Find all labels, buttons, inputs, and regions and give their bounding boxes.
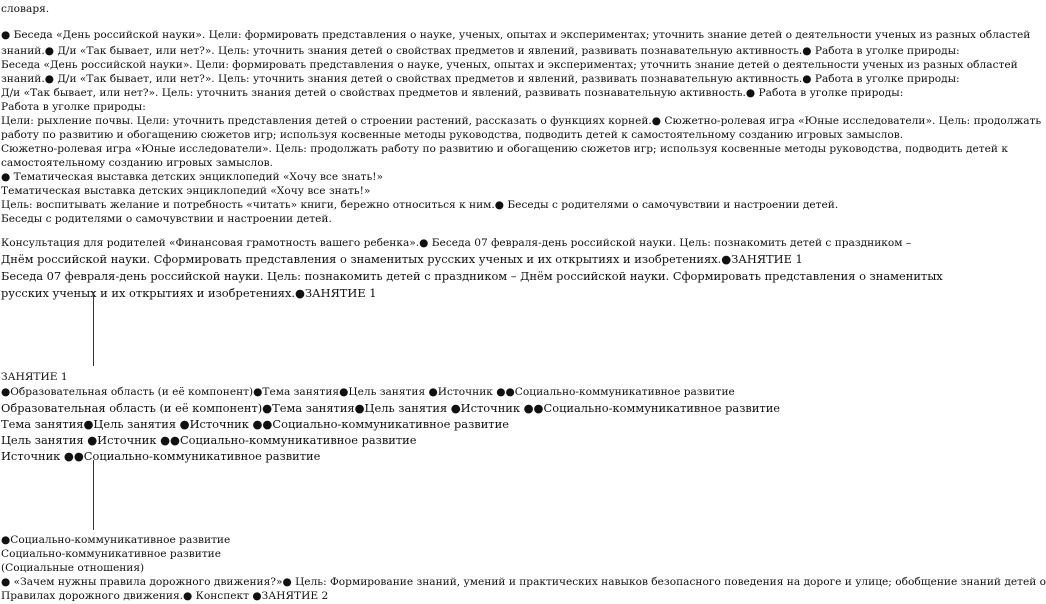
text-line: ●Образовательная область (и её компонент)●Тема занятия●Цель занятия ●Источник ●●Социально-коммуникативное развитие [1, 386, 735, 398]
text-line: Цель занятия ●Источник ●●Социально-коммуникативное развитие [1, 433, 417, 447]
text-line: (Социальные отношения) [1, 562, 145, 574]
text-line: Социально-коммуникативное развитие [1, 548, 222, 560]
text-line: Образовательная область (и её компонент)●Тема занятия●Цель занятия ●Источник ●●Социально-коммуникативное развитие [1, 401, 781, 415]
text-line: Днём российской науки. Сформировать представления о знаменитых русских ученых и их открытиях и изобретениях.●ЗАНЯТИЕ 1 [1, 252, 803, 266]
text-line: Правилах дорожного движения.● Конспект ●ЗАНЯТИЕ 2 [1, 590, 329, 602]
text-line: ● Беседа «День российской науки». Цели: формировать представления о науке, ученых, опытах и экспериментах; уточнить знание детей о деятельности ученых из разных областей [1, 29, 1031, 41]
text-line: Тематическая выставка детских энциклопедий «Хочу все знать!» [1, 185, 371, 197]
text-line: Беседа 07 февраля-день российской науки. Цель: познакомить детей с праздником – Днём российской науки. Сформировать представления о знаменитых [1, 269, 943, 283]
text-line: русских ученых и их открытиях и изобретениях.●ЗАНЯТИЕ 1 [1, 286, 377, 300]
divider [93, 292, 94, 366]
text-line: Беседы с родителями о самочувствии и настроении детей. [1, 213, 332, 225]
text-line: Цель: воспитывать желание и потребность «читать» книги, бережно относиться к ним.● Беседы с родителями о самочувствии и настроении детей. [1, 199, 839, 211]
text-line: Сюжетно-ролевая игра «Юные исследователи». Цель: продолжать работу по развитию и обогащению сюжетов игр; используя косвенные методы руководства, подводить детей к [1, 143, 1008, 155]
text-line: знаний.● Д/и «Так бывает, или нет?». Цель: уточнить знания детей о свойствах предметов и явлений, развивать познавательную активность.● Работа в уголке природы: [1, 45, 960, 57]
text-line: Работа в уголке природы: [1, 101, 146, 113]
text-line: самостоятельному созданию игровых замыслов. [1, 157, 273, 169]
text-line: работу по развитию и обогащению сюжетов игр; используя косвенные методы руководства, подводить детей к самостоятельному созданию игровых замыслов. [1, 129, 904, 141]
text-line: Источник ●●Социально-коммуникативное развитие [1, 449, 321, 463]
text-line: Консультация для родителей «Финансовая грамотность вашего ребенка».● Беседа 07 февраля-день российской науки. Цель: познакомить детей с праздником – [1, 237, 912, 249]
text-line: ●Социально-коммуникативное развитие [1, 534, 231, 546]
text-line: Д/и «Так бывает, или нет?». Цель: уточнить знания детей о свойствах предметов и явлений, развивать познавательную активность.● Работа в уголке природы: [1, 87, 904, 99]
text-line: ● «Зачем нужны правила дорожного движения?»● Цель: Формирование знаний, умений и практических навыков безопасного поведения на дороге и улице; обобщение знаний детей о [1, 576, 1046, 588]
text-line: Цели: рыхление почвы. Цели: уточнить представления детей о строении растений, рассказать о функциях корней.● Сюжетно-ролевая игра «Юные исследователи». Цель: продолжать [1, 115, 1042, 127]
text-line: ЗАНЯТИЕ 1 [1, 371, 68, 383]
text-line: ● Тематическая выставка детских энциклопедий «Хочу все знать!» [1, 171, 384, 183]
text-line: Беседа «День российской науки». Цели: формировать представления о науке, ученых, опытах и экспериментах; уточнить знание детей о деятельности ученых из разных областей [1, 59, 1018, 71]
text-line: словаря. [1, 3, 50, 15]
divider [93, 460, 94, 530]
text-line: знаний.● Д/и «Так бывает, или нет?». Цель: уточнить знания детей о свойствах предметов и явлений, развивать познавательную активность.● Работа в уголке природы: [1, 73, 960, 85]
text-line: Тема занятия●Цель занятия ●Источник ●●Социально-коммуникативное развитие [1, 417, 509, 431]
